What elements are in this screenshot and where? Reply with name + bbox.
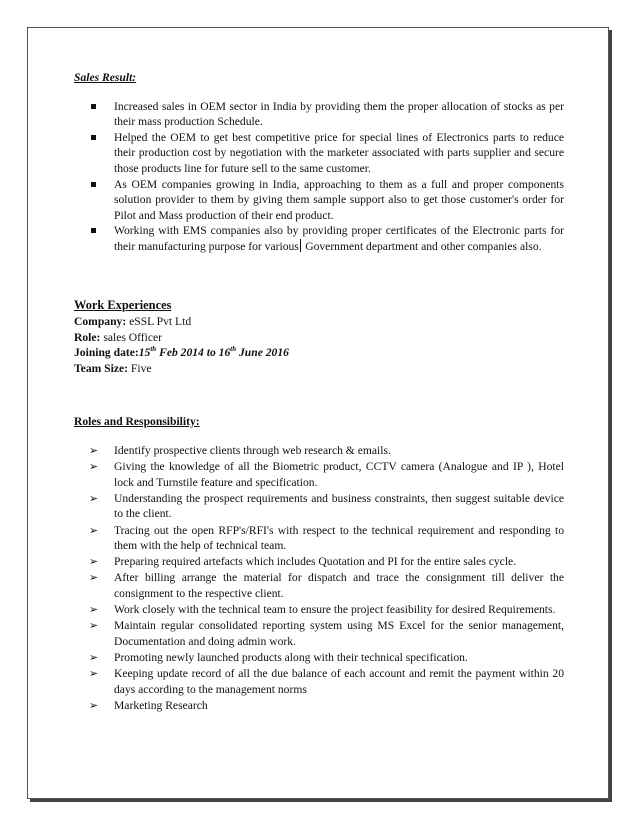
arrow-bullet-icon: ➢: [89, 460, 99, 474]
sales-result-item: Helped the OEM to get best competitive price for special lines of Electronics parts to reduce their production cost by negotiation with the marketer associated with parts supplier and secure those products line for future sell to the same customer.: [74, 130, 564, 177]
joining-date-label: Joining date:: [74, 346, 139, 360]
roles-item: ➢ Marketing Research: [89, 698, 208, 712]
roles-item: ➢ Giving the knowledge of all the Biometric product, CCTV camera (Analogue and IP ), Hotel lock and Turnstile feature and specification.: [89, 460, 564, 489]
roles-item: ➢ Preparing required artefacts which includes Quotation and PI for the entire sales cycle.: [89, 555, 517, 569]
company-line: [74, 314, 564, 330]
sales-result-item: Increased sales in OEM sector in India by providing them the proper allocation of stocks as per their mass production Schedule.: [74, 99, 564, 130]
roles-item: ➢ After billing arrange the material for dispatch and trace the consignment till deliver the consignment to the respective client.: [89, 571, 564, 600]
role-line: [74, 330, 564, 346]
sales-result-list: [74, 99, 564, 255]
square-bullet-icon: [91, 182, 96, 187]
roles-heading: Roles and Responsibility:: [74, 414, 200, 428]
roles-item: ➢ Work closely with the technical team to ensure the project feasibility for desired Requirements.: [89, 603, 556, 617]
roles-item: ➢ Understanding the prospect requirements and business constraints, then suggest suitable device to the client.: [89, 491, 564, 521]
square-bullet-icon: [91, 104, 96, 109]
arrow-bullet-icon: ➢: [89, 603, 99, 617]
company-label: Company:: [74, 315, 127, 329]
company-value: eSSL Pvt Ltd: [129, 315, 192, 329]
team-size-line: [74, 361, 564, 377]
sales-result-item: As OEM companies growing in India, approaching to them as a full and proper components solution provider to them by giving them sample support also to get those customer's order for Pilot and Mass production of their end product.: [74, 177, 564, 224]
roles-item: ➢ Identify prospective clients through web research & emails.: [89, 444, 391, 458]
sales-result-heading: Sales Result:: [74, 71, 137, 84]
roles-list: [74, 443, 564, 713]
arrow-bullet-icon: ➢: [89, 650, 99, 664]
roles-item: ➢ Maintain regular consolidated reporting system using MS Excel for the senior management, Documentation and doing admin work.: [89, 619, 564, 648]
role-value: sales Officer: [103, 330, 163, 344]
joining-date-line: [74, 345, 564, 361]
arrow-bullet-icon: ➢: [89, 619, 99, 633]
joining-date-value: 15th Feb 2014 to 16th June 2016: [138, 345, 289, 360]
role-label: Role:: [74, 330, 101, 344]
arrow-bullet-icon: ➢: [89, 698, 99, 712]
sales-result-item: Working with EMS companies also by providing proper certificates of the Electronic parts for their manufacturing purpose for various Government department and other companies also.: [74, 223, 564, 254]
arrow-bullet-icon: ➢: [89, 555, 99, 569]
work-experience-heading: Work Experiences: [74, 297, 172, 312]
team-size-value: Five: [130, 361, 152, 375]
arrow-bullet-icon: ➢: [89, 444, 99, 458]
roles-item: ➢ Promoting newly launched products along with their technical specification.: [89, 650, 468, 664]
square-bullet-icon: [91, 135, 96, 140]
arrow-bullet-icon: ➢: [89, 491, 99, 505]
team-size-label: Team Size:: [74, 361, 128, 375]
square-bullet-icon: [91, 228, 96, 233]
roles-item: ➢ Keeping update record of all the due balance of each account and remit the payment within 20 days according to the management norms: [89, 666, 564, 696]
arrow-bullet-icon: ➢: [89, 571, 99, 585]
document-body: [74, 70, 564, 714]
roles-item: ➢ Tracing out the open RFP's/RFI's with respect to the technical requirement and responding to them with the help of technical team.: [89, 523, 564, 553]
arrow-bullet-icon: ➢: [89, 666, 99, 680]
arrow-bullet-icon: ➢: [89, 523, 99, 537]
